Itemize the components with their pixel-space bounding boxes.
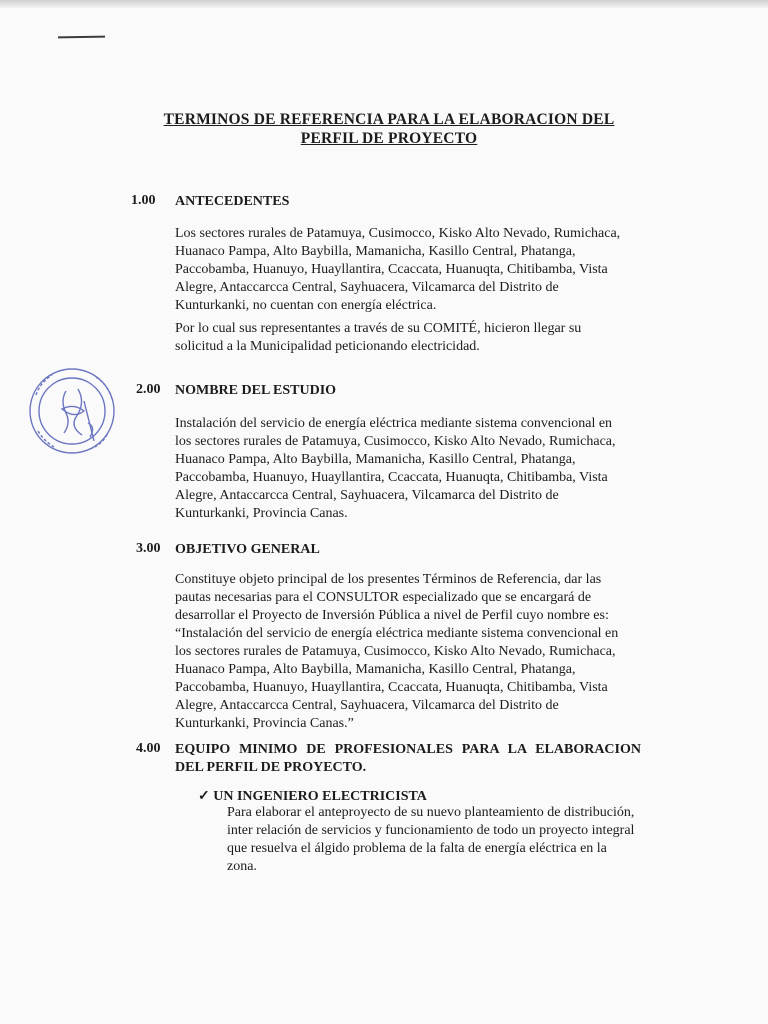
checklist-item-description xyxy=(227,804,640,876)
text-line: Paccobamba, Huanuyo, Huayllantira, Ccaccata, Huanuqta, Chitibamba, Vista xyxy=(175,470,608,485)
document-title xyxy=(100,110,678,148)
checkmark-icon: ✓ xyxy=(198,789,210,804)
text-line: Alegre, Antaccarcca Central, Sayhuacera, Vilcamarca del Distrito de xyxy=(175,280,559,295)
text-line: Los sectores rurales de Patamuya, Cusimocco, Kisko Alto Nevado, Rumichaca, xyxy=(175,226,621,241)
section-4-title-line-1: EQUIPO MINIMO DE PROFESIONALES PARA LA ELABORACION xyxy=(175,742,641,757)
text-line: Paccobamba, Huanuyo, Huayllantira, Ccaccata, Huanuqta, Chitibamba, Vista xyxy=(175,262,608,277)
text-line: los sectores rurales de Patamuya, Cusimocco, Kisko Alto Nevado, Rumichaca, xyxy=(175,644,616,659)
section-3-paragraph-1 xyxy=(175,571,637,733)
text-line: Instalación del servicio de energía eléctrica mediante sistema convencional en xyxy=(175,416,613,431)
text-line: solicitud a la Municipalidad peticionando electricidad. xyxy=(175,339,480,354)
section-2-number: 2.00 xyxy=(136,382,161,397)
text-line: Alegre, Antaccarcca Central, Sayhuacera, Vilcamarca del Distrito de xyxy=(175,698,559,713)
section-3-number: 3.00 xyxy=(136,541,161,556)
text-line: “Instalación del servicio de energía eléctrica mediante sistema convencional en xyxy=(175,626,619,641)
checklist-item-title: UN INGENIERO ELECTRICISTA xyxy=(213,789,427,804)
text-line: Paccobamba, Huanuyo, Huayllantira, Ccaccata, Huanuqta, Chitibamba, Vista xyxy=(175,680,608,695)
municipal-seal-stamp xyxy=(26,365,118,457)
text-line: Kunturkanki, Provincia Canas. xyxy=(175,506,348,521)
section-2-title: NOMBRE DEL ESTUDIO xyxy=(175,383,337,398)
checklist-item xyxy=(198,788,427,805)
text-line: Por lo cual sus representantes a través de su COMITÉ, hicieron llegar su xyxy=(175,321,582,336)
text-line: inter relación de servicios y funcionamiento de todo un proyecto integral xyxy=(227,823,635,838)
text-line: Huanaco Pampa, Alto Baybilla, Mamanicha, Kasillo Central, Phatanga, xyxy=(175,662,576,677)
text-line: Para elaborar el anteproyecto de su nuevo planteamiento de distribución, xyxy=(227,805,635,820)
text-line: Kunturkanki, no cuentan con energía eléctrica. xyxy=(175,298,437,313)
text-line: los sectores rurales de Patamuya, Cusimocco, Kisko Alto Nevado, Rumichaca, xyxy=(175,434,616,449)
section-1-paragraph-1 xyxy=(175,225,637,315)
text-line: Constituye objeto principal de los presentes Términos de Referencia, dar las xyxy=(175,572,602,587)
section-4-title xyxy=(175,741,641,777)
section-1-number: 1.00 xyxy=(131,193,156,208)
text-line: que resuelva el álgido problema de la falta de energía eléctrica en la xyxy=(227,841,607,856)
text-line: Kunturkanki, Provincia Canas.” xyxy=(175,716,354,731)
section-4-number: 4.00 xyxy=(136,741,161,756)
title-line-2: PERFIL DE PROYECTO xyxy=(300,130,478,147)
section-3-title: OBJETIVO GENERAL xyxy=(175,542,320,557)
section-2-paragraph-1 xyxy=(175,415,637,523)
text-line: Huanaco Pampa, Alto Baybilla, Mamanicha, Kasillo Central, Phatanga, xyxy=(175,452,576,467)
section-1-title: ANTECEDENTES xyxy=(175,194,290,209)
section-1-paragraph-2 xyxy=(175,320,637,356)
title-line-1: TERMINOS DE REFERENCIA PARA LA ELABORACION DEL xyxy=(163,111,615,128)
text-line: pautas necesarias para el CONSULTOR especializado que se encargará de xyxy=(175,590,592,605)
text-line: desarrollar el Proyecto de Inversión Pública a nivel de Perfil cuyo nombre es: xyxy=(175,608,609,623)
text-line: zona. xyxy=(227,859,257,874)
text-line: Alegre, Antaccarcca Central, Sayhuacera, Vilcamarca del Distrito de xyxy=(175,488,559,503)
scan-top-edge xyxy=(0,0,768,8)
text-line: Huanaco Pampa, Alto Baybilla, Mamanicha, Kasillo Central, Phatanga, xyxy=(175,244,576,259)
scan-mark xyxy=(58,36,105,39)
section-4-title-line-2: DEL PERFIL DE PROYECTO. xyxy=(175,760,367,775)
